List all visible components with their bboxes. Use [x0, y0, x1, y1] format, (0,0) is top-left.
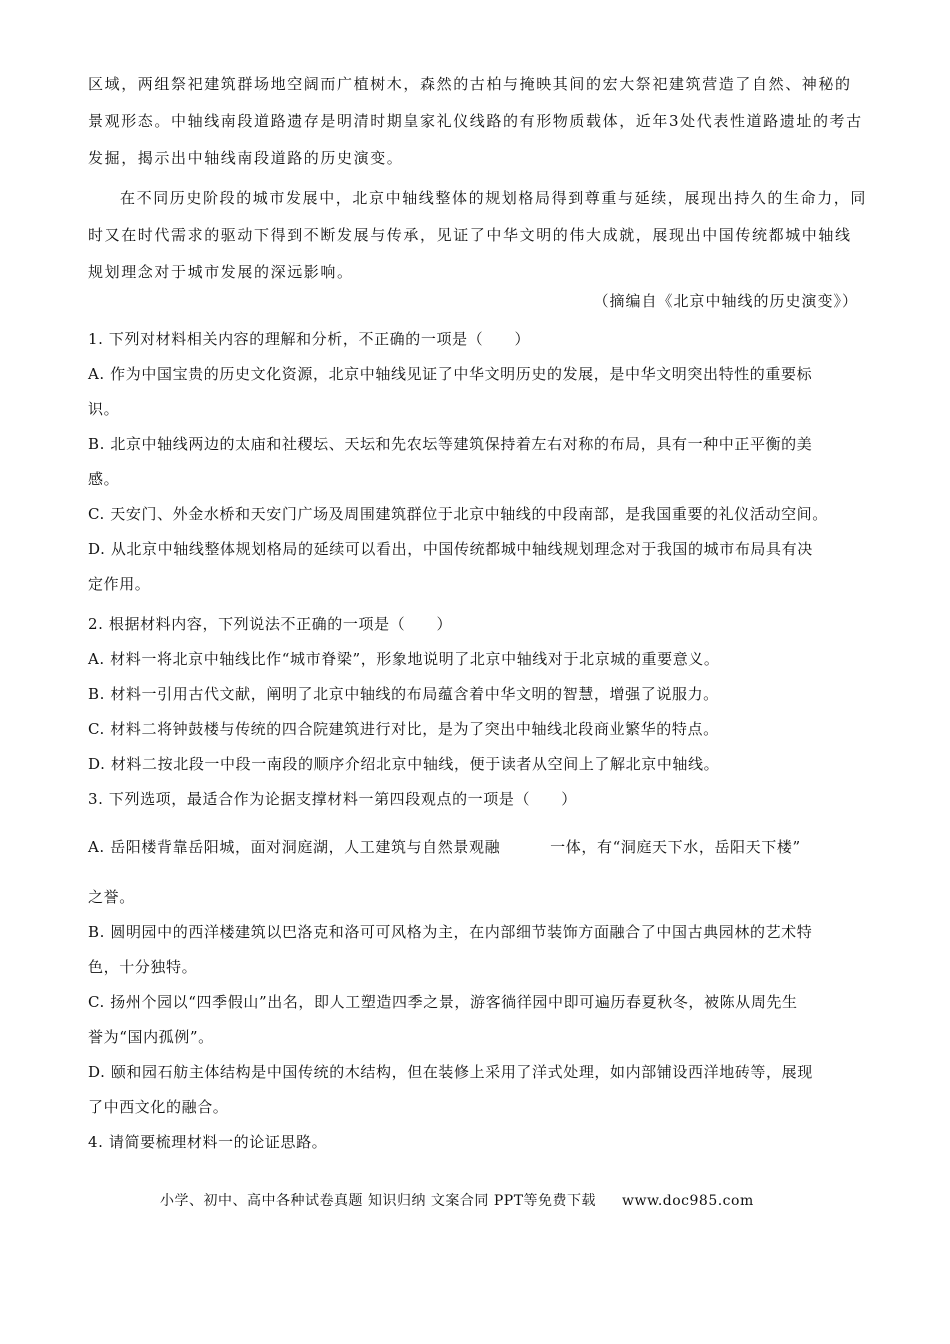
footer-url: www.doc985.com: [622, 1193, 754, 1209]
question-3-option-c: C. 扬州个园以“四季假山”出名，即人工塑造四季之景，游客徜徉园中即可遍历春夏秋冬，被陈从周先生: [88, 993, 798, 1011]
question-1-option-b: B. 北京中轴线两边的太庙和社稷坛、天坛和先农坛等建筑保持着左右对称的布局，具有一种中正平衡的美: [88, 435, 813, 453]
question-3: [88, 782, 873, 817]
question-3-options: [88, 830, 873, 865]
question-3-option-b-cont: 色，十分独特。: [88, 958, 198, 976]
question-3-stem: 3. 下列选项，最适合作为论据支撑材料一第四段观点的一项是（ ）: [88, 790, 577, 808]
passage-paragraph-1: 区域，两组祭祀建筑群场地空阔而广植树木，森然的古柏与掩映其间的宏大祭祀建筑营造了自然、神秘的景观形态。中轴线南段道路遗存是明清时期皇家礼仪线路的有形物质载体，近年3处代表性道路遗址的考古发掘，揭示出中轴线南段道路的历史演变。: [88, 75, 863, 167]
question-2-option-d: D. 材料二按北段一中段一南段的顺序介绍北京中轴线，便于读者从空间上了解北京中轴线。: [88, 755, 720, 773]
question-3-option-c-cont: 誉为“国内孤例”。: [88, 1028, 214, 1046]
question-3-option-a-right: 一体，有“洞庭天下水，岳阳天下楼”: [550, 838, 801, 856]
question-3-option-d-cont: 了中西文化的融合。: [88, 1098, 229, 1116]
passage-source: （摘编自《北京中轴线的历史演变》）: [593, 292, 858, 310]
question-1: [88, 322, 873, 602]
passage-paragraph-2: [88, 180, 868, 291]
question-1-option-b-cont: 感。: [88, 470, 120, 488]
question-1-option-c: C. 天安门、外金水桥和天安门广场及周围建筑群位于北京中轴线的中段南部，是我国重要的礼仪活动空间。: [88, 505, 828, 523]
question-1-stem: 1. 下列对材料相关内容的理解和分析，不正确的一项是（ ）: [88, 330, 531, 348]
passage-paragraph-2-text: 在不同历史阶段的城市发展中，北京中轴线整体的规划格局得到尊重与延续，展现出持久的生命力，同时又在时代需求的驱动下得到不断发展与传承，见证了中华文明的伟大成就，展现出中国传统都城中轴线规划理念对于城市发展的深远影响。: [88, 189, 868, 281]
question-2-stem: 2. 根据材料内容，下列说法不正确的一项是（ ）: [88, 615, 453, 633]
question-1-option-d: D. 从北京中轴线整体规划格局的延续可以看出，中国传统都城中轴线规划理念对于我国的城市布局具有决: [88, 540, 813, 558]
question-3-option-a-cont: 之誉。: [88, 888, 135, 906]
question-3-option-b: B. 圆明园中的西洋楼建筑以巴洛克和洛可可风格为主，在内部细节装饰方面融合了中国古典园林的艺术特: [88, 923, 813, 941]
question-1-option-d-cont: 定作用。: [88, 575, 151, 593]
question-3-option-a-left: A. 岳阳楼背靠岳阳城，面对洞庭湖，人工建筑与自然景观融: [88, 838, 501, 856]
question-1-option-a-cont: 识。: [88, 400, 120, 418]
question-2-option-b: B. 材料一引用古代文献，阐明了北京中轴线的布局蕴含着中华文明的智慧，增强了说服力。: [88, 685, 719, 703]
question-1-option-a: A. 作为中国宝贵的历史文化资源，北京中轴线见证了中华文明历史的发展，是中华文明突出特性的重要标: [88, 365, 813, 383]
footer-text: 小学、初中、高中各种试卷真题 知识归纳 文案合同 PPT等免费下载: [160, 1193, 597, 1209]
question-4-stem: 4. 请简要梳理材料一的论证思路。: [88, 1133, 328, 1151]
page-footer: [160, 1190, 880, 1210]
question-3-options-rest: [88, 880, 873, 1160]
question-2-option-c: C. 材料二将钟鼓楼与传统的四合院建筑进行对比，是为了突出中轴线北段商业繁华的特点。: [88, 720, 719, 738]
question-2: [88, 607, 873, 782]
question-3-option-d: D. 颐和园石舫主体结构是中国传统的木结构，但在装修上采用了洋式处理，如内部铺设西洋地砖等，展现: [88, 1063, 813, 1081]
question-3-option-a: [88, 830, 873, 865]
question-2-option-a: A. 材料一将北京中轴线比作“城市脊梁”，形象地说明了北京中轴线对于北京城的重要意义。: [88, 650, 720, 668]
